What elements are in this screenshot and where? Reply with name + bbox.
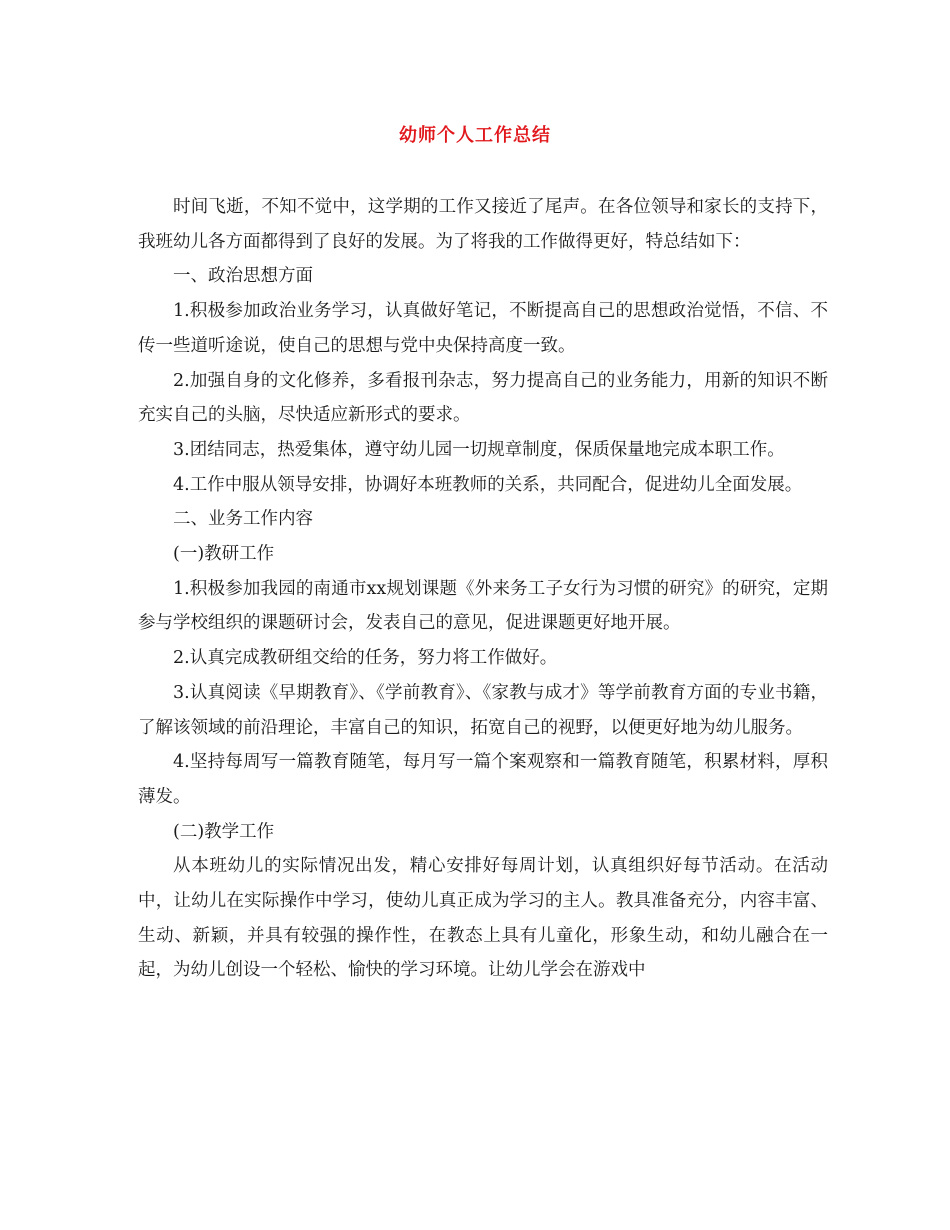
paragraph-political-2: 2.加强自身的文化修养，多看报刊杂志，努力提高自己的业务能力，用新的知识不断充实自己的头脑，尽快适应新形式的要求。 — [138, 370, 828, 426]
subsection-heading-research: (一)教研工作 — [173, 544, 275, 565]
paragraph-political-4: 4.工作中服从领导安排，协调好本班教师的关系，共同配合，促进幼儿全面发展。 — [173, 474, 803, 495]
paragraph-political-1: 1.积极参加政治业务学习，认真做好笔记，不断提高自己的思想政治觉悟，不信、不传一些道听途说，使自己的思想与党中央保持高度一致。 — [138, 301, 828, 356]
paragraph-political-3: 3.团结同志，热爱集体，遵守幼儿园一切规章制度，保质保量地完成本职工作。 — [173, 439, 785, 460]
paragraph-teaching: 从本班幼儿的实际情况出发，精心安排好每周计划，认真组织好每节活动。在活动中，让幼儿在实际操作中学习，使幼儿真正成为学习的主人。教具准备充分，内容丰富、生动、新颖，并具有较强的操作性，在教态上具有儿童化，形象生动，和幼儿融合在一起，为幼儿创设一个轻松、愉快的学习环境。让幼儿学会在游戏中 — [138, 856, 828, 981]
paragraph-intro: 时间飞逝，不知不觉中，这学期的工作又接近了尾声。在各位领导和家长的支持下，我班幼儿各方面都得到了良好的发展。为了将我的工作做得更好，特总结如下： — [138, 197, 828, 252]
section-heading-political: 一、政治思想方面 — [173, 266, 313, 287]
paragraph-research-4: 4.坚持每周写一篇教育随笔，每月写一篇个案观察和一篇教育随笔，积累材料，厚积薄发。 — [138, 752, 828, 807]
subsection-heading-teaching: (二)教学工作 — [173, 821, 275, 842]
paragraph-research-2: 2.认真完成教研组交给的任务，努力将工作做好。 — [173, 648, 558, 669]
section-heading-work: 二、业务工作内容 — [173, 509, 313, 530]
paragraph-research-1: 1.积极参加我园的南通市xx规划课题《外来务工子女行为习惯的研究》的研究，定期参与学校组织的课题研讨会，发表自己的意见，促进课题更好地开展。 — [138, 578, 828, 634]
document-body — [138, 190, 828, 988]
document-title: 幼师个人工作总结 — [399, 125, 551, 146]
paragraph-research-3: 3.认真阅读《早期教育》、《学前教育》、《家教与成才》等学前教育方面的专业书籍，了解该领域的前沿理论，丰富自己的知识，拓宽自己的视野，以便更好地为幼儿服务。 — [138, 682, 828, 738]
